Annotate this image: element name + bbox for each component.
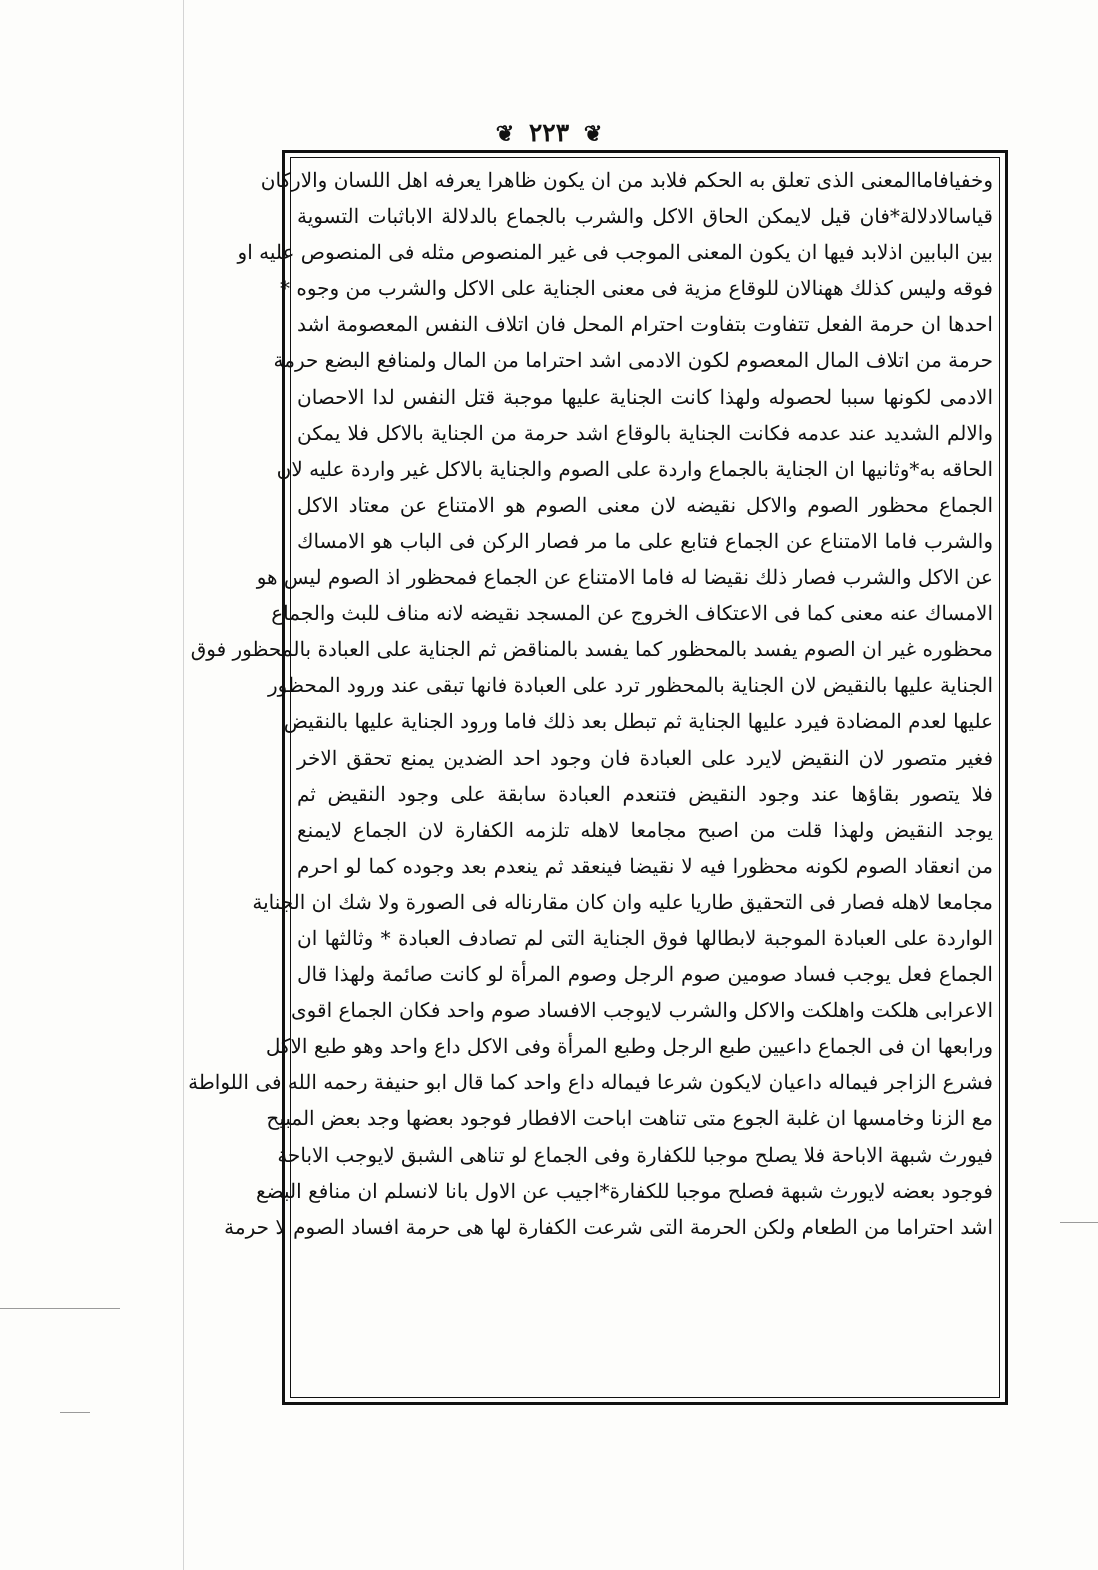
text-line: ورابعها ان فى الجماع داعيين طبع الرجل وطبع المرأة وفى الاكل داع واحد وهو طبع الاكل [265, 1034, 993, 1059]
scan-mark [60, 1412, 90, 1413]
text-line: فلا يتصور بقاؤها عند وجود النقيض فتنعدم العبادة سابقة على وجود النقيض ثم [297, 781, 993, 806]
text-line: بين البابين اذلابد فيها ان يكون المعنى الموجب فى غير المنصوص مثله فى المنصوص عليه او [237, 240, 993, 265]
text-line [293, 1317, 997, 1353]
text-line: يوجد النقيض ولهذا قلت من اصبح مجامعا لاهله تلزمه الكفارة لان الجماع لايمنع [297, 817, 993, 842]
text-line: الاعرابى هلكت واهلكت والاكل والشرب لايوجب الافساد صوم واحد فكان الجماع اقوى [291, 998, 993, 1023]
arabic-text-body [188, 162, 997, 1390]
text-line [293, 1245, 997, 1281]
ornament-right-icon: ❦ [583, 121, 603, 147]
text-line: فشرع الزاجر فيماله داعيان لايكون شرعا فيماله داع واحد كما قال ابو حنيفة رحمه الله فى اللواطة [188, 1070, 993, 1095]
text-line: الجماع محظور الصوم والاكل نقيضه لان معنى الصوم هو الامتناع عن معتاد الاكل [297, 492, 993, 517]
scan-mark [0, 1308, 120, 1309]
page-number [0, 118, 1098, 149]
text-line: مع الزنا وخامسها ان غلبة الجوع متى تناهت اباحت الافطار فوجود بعضها وجد بعض المبيح [266, 1106, 993, 1131]
text-line: اشد احتراما من الطعام ولكن الحرمة التى شرعت الكفارة لها هى حرمة افساد الصوم لا حرمة [224, 1214, 993, 1239]
ornament-left-icon: ❦ [495, 121, 515, 147]
page-number-value: ٢٢٣ [528, 118, 570, 147]
text-line: الحاقه به*وثانيها ان الجناية بالجماع واردة على الصوم والجناية بالاكل غير واردة عليه لان [276, 456, 993, 481]
text-line [293, 1353, 997, 1389]
text-line: قياسالادلالة*فان قيل لايمكن الحاق الاكل والشرب بالجماع بالدلالة الاباثبات التسوية [297, 204, 993, 229]
text-line: الادمى لكونها سببا لحصوله ولهذا كانت الجناية عليها موجبة قتل النفس لدا الاحصان [297, 384, 993, 409]
text-line: فغير متصور لان النقيض لايرد على العبادة فان وجود احد الضدين يمنع تحقق الاخر [297, 745, 993, 770]
text-line: والالم الشديد عند عدمه فكانت الجناية بالوقاع اشد حرمة من الجناية بالاكل فلا يمكن [297, 420, 993, 445]
text-line: احدها ان حرمة الفعل تتفاوت بتفاوت احترام المحل فان اتلاف النفس المعصومة اشد [297, 312, 993, 337]
text-line: والشرب فاما الامتناع عن الجماع فتابع على ما مر فصار الركن فى الباب هو الامساك [297, 528, 993, 553]
text-line: الجماع فعل يوجب فساد صومين صوم الرجل وصوم المرأة لو كانت صائمة ولهذا قال [297, 962, 993, 987]
scan-mark [1060, 1222, 1098, 1223]
text-line: الامساك عنه معنى كما فى الاعتكاف الخروج عن المسجد نقيضه لانه مناف للبث والجماع [271, 601, 993, 626]
scan-gutter-line [183, 0, 184, 1570]
text-line: عن الاكل والشرب فصار ذلك نقيضا له فاما الامتناع عن الجماع فمحظور اذ الصوم ليس هو [256, 565, 993, 590]
text-line: من انعقاد الصوم لكونه محظورا فيه لا نقيضا فينعقد ثم ينعدم بعد وجوده كما لو احرم [297, 853, 993, 878]
text-line: فوقه وليس كذلك ههنالان للوقاع مزية فى معنى الجناية على الاكل والشرب من وجوه * [279, 276, 993, 301]
text-line: فيورث شبهة الاباحة فلا يصلح موجبا للكفارة وفى الجماع لو تناهى الشبق لايوجب الاباحة [277, 1142, 993, 1167]
text-line: محظوره غير ان الصوم يفسد بالمحظور كما يفسد بالمناقض ثم الجناية على العبادة بالمحظور فوق [190, 637, 993, 662]
text-line: مجامعا لاهله فصار فى التحقيق طاريا عليه وان كان مقارناله فى الصورة ولا شك ان الجناية [252, 889, 993, 914]
text-line: وخفيافاماالمعنى الذى تعلق به الحكم فلابد من ان يكون ظاهرا يعرفه اهل اللسان والاركان [260, 168, 993, 192]
text-line: فوجود بعضه لايورث شبهة فصلح موجبا للكفارة*اجيب عن الاول بانا لانسلم ان منافع البضع [256, 1178, 993, 1203]
text-line: الواردة على العبادة الموجبة لابطالها فوق الجناية التى لم تصادف العبادة * وثالثها ان [297, 925, 993, 950]
text-line: حرمة من اتلاف المال المعصوم لكون الادمى اشد احتراما من المال ولمنافع البضع حرمة [273, 348, 993, 373]
text-line [293, 1281, 997, 1317]
text-line: عليها لعدم المضادة فيرد عليها الجناية ثم تبطل بعد ذلك فاما ورود الجناية عليها بالنقيض [283, 709, 993, 734]
text-line: الجناية عليها بالنقيض لان الجناية بالمحظور ترد على العبادة فانها تبقى عند ورود المحظور [268, 673, 993, 698]
